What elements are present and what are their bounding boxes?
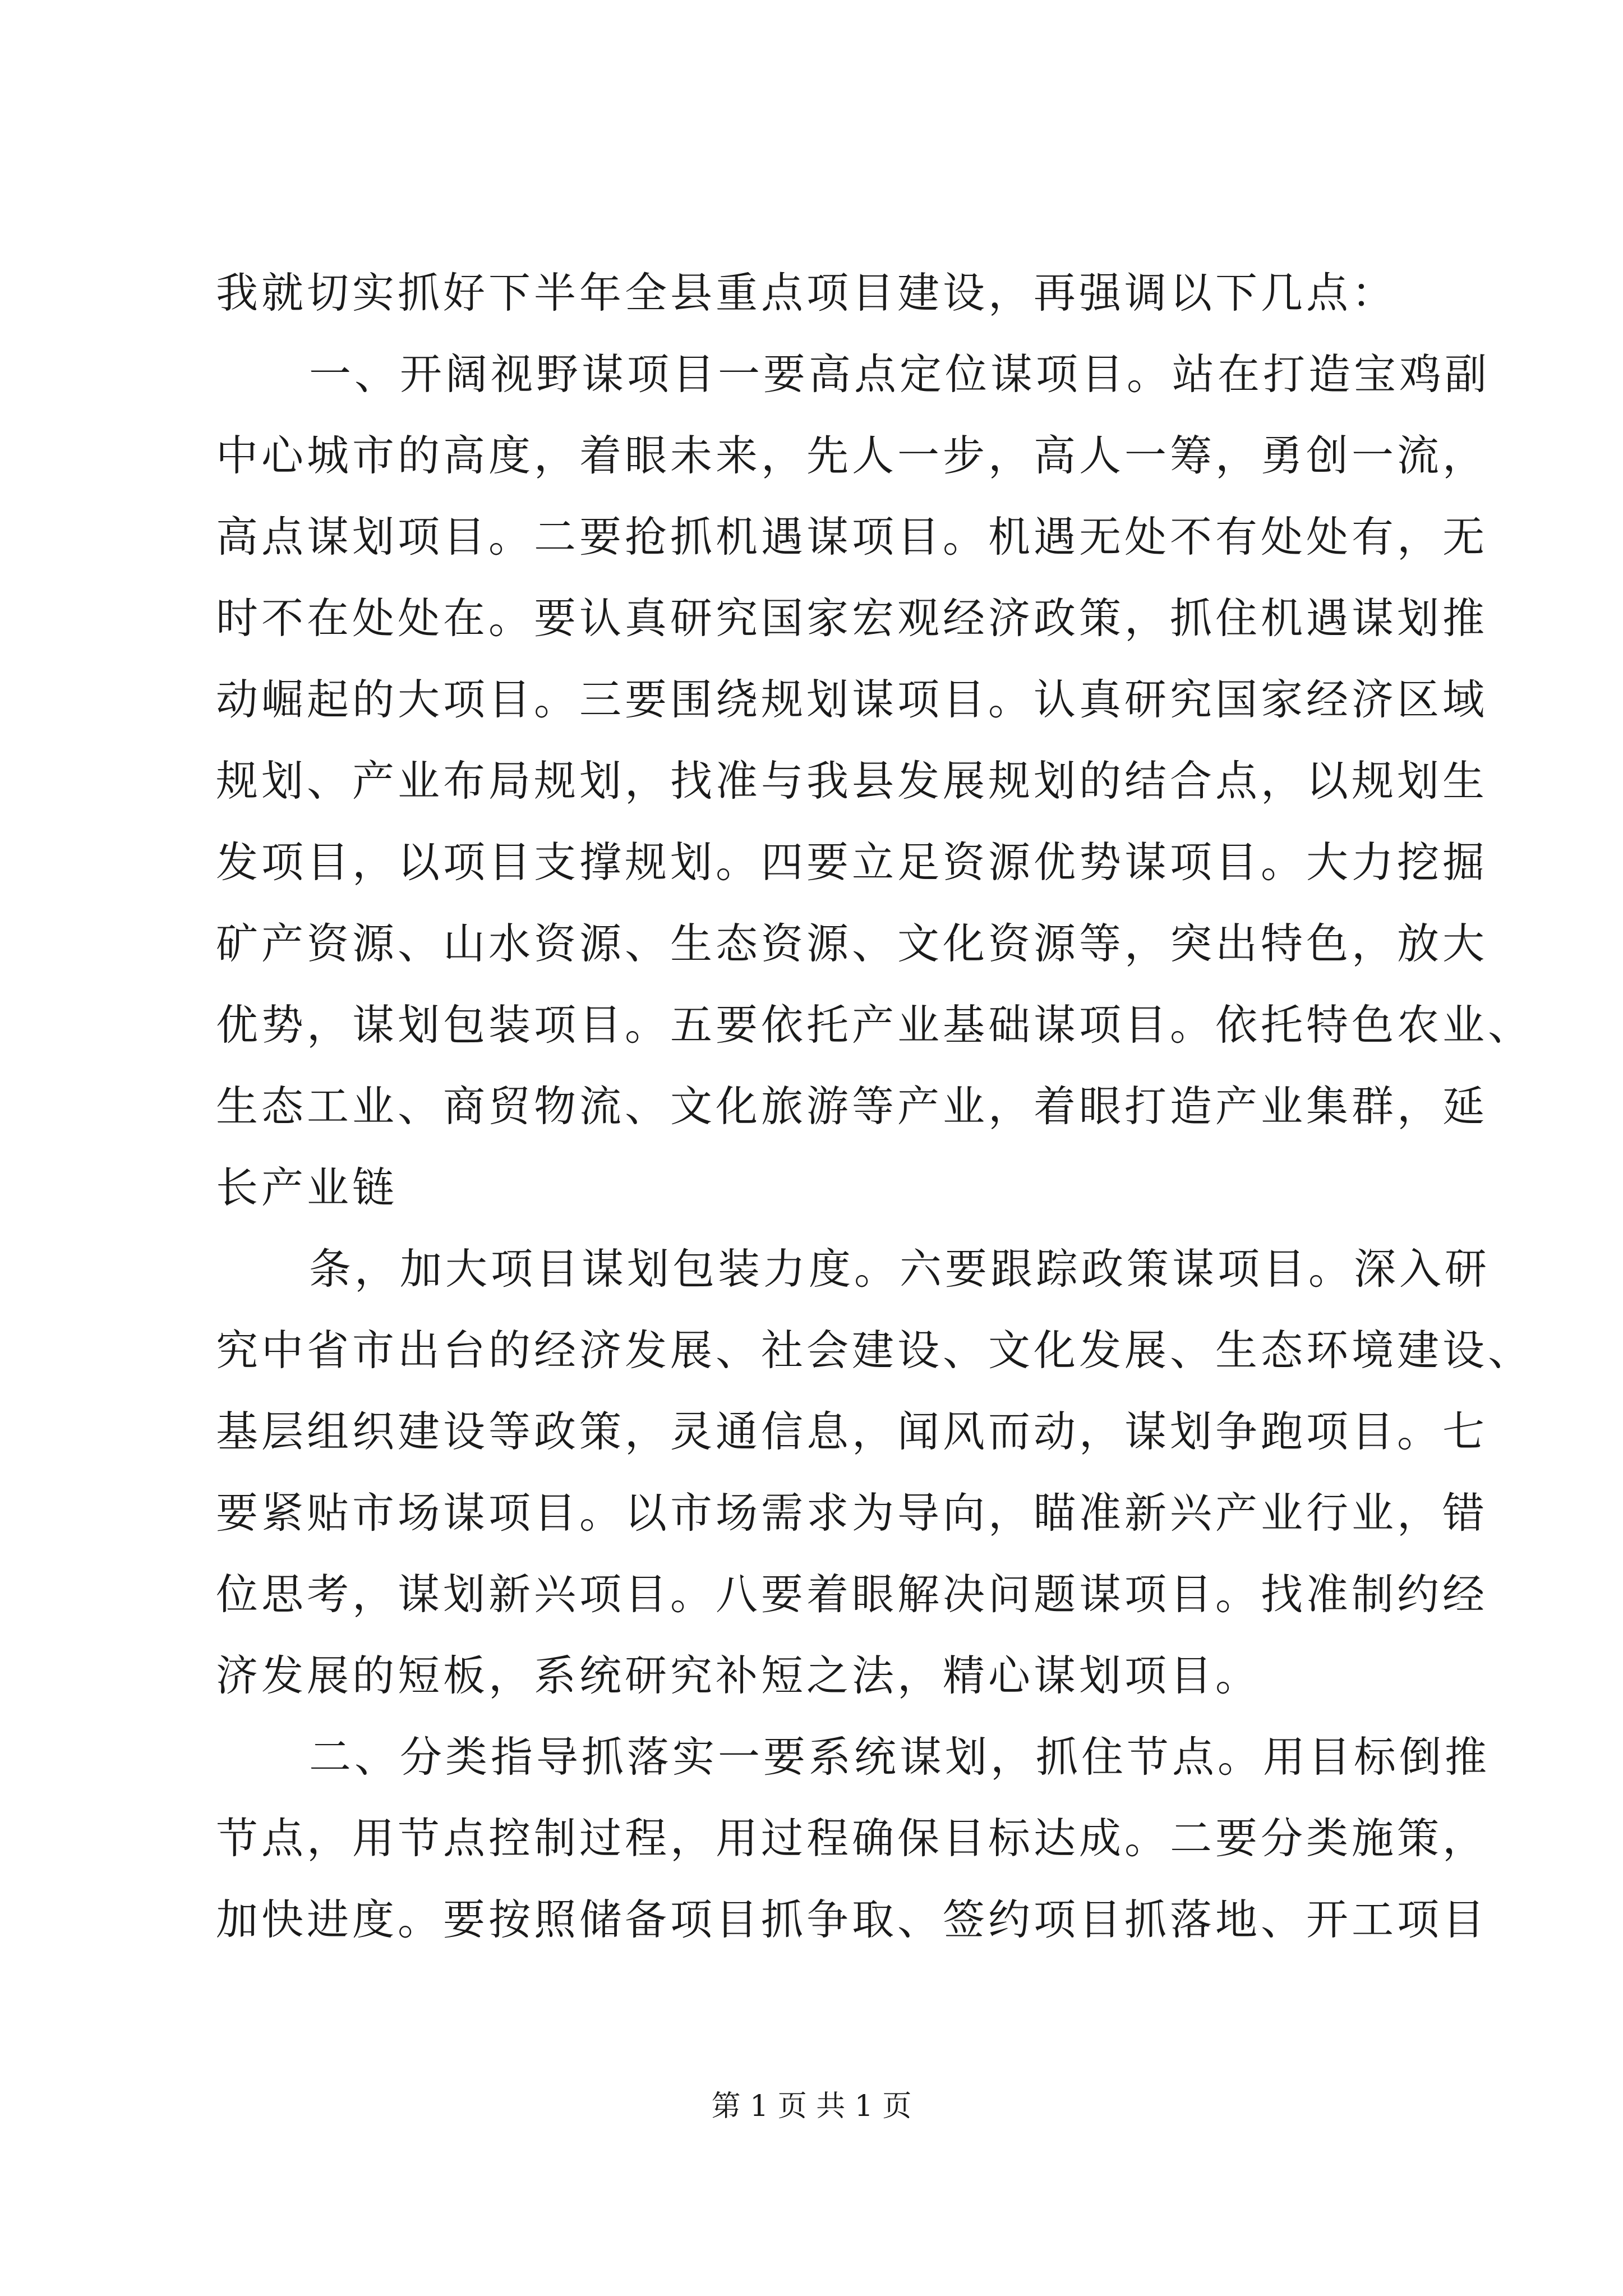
paragraph-line: 基层组织建设等政策，灵通信息，闻风而动，谋划争跑项目。七 [216,1407,1488,1456]
paragraph-line: 发项目，以项目支撑规划。四要立足资源优势谋项目。大力挖掘 [216,838,1488,887]
paragraph-line: 节点，用节点控制过程，用过程确保目标达成。二要分类施策， [216,1814,1488,1863]
paragraph-line: 优势，谋划包装项目。五要依托产业基础谋项目。依托特色农业、 [216,1000,1534,1050]
paragraph-line: 究中省市出台的经济发展、社会建设、文化发展、生态环境建设、 [216,1326,1534,1375]
page-number-footer: 第 1 页 共 1 页 [711,2090,912,2123]
paragraph-line: 要紧贴市场谋项目。以市场需求为导向，瞄准新兴产业行业，错 [216,1488,1488,1538]
document-body [216,252,1534,1961]
paragraph-line: 位思考，谋划新兴项目。八要着眼解决问题谋项目。找准制约经 [216,1570,1488,1619]
paragraph-line: 我就切实抓好下半年全县重点项目建设，再强调以下几点： [216,268,1398,318]
paragraph-line: 高点谋划项目。二要抢抓机遇谋项目。机遇无处不有处处有，无 [216,512,1488,562]
paragraph-line: 二、分类指导抓落实一要系统谋划，抓住节点。用目标倒推 [309,1732,1491,1782]
paragraph-line: 条，加大项目谋划包装力度。六要跟踪政策谋项目。深入研 [309,1244,1491,1294]
paragraph-line: 矿产资源、山水资源、生态资源、文化资源等，突出特色，放大 [216,919,1488,968]
paragraph-line: 动崛起的大项目。三要围绕规划谋项目。认真研究国家经济区域 [216,675,1488,724]
paragraph-line: 长产业链 [216,1163,398,1212]
paragraph-line: 生态工业、商贸物流、文化旅游等产业，着眼打造产业集群，延 [216,1082,1488,1131]
paragraph-line: 规划、产业布局规划，找准与我县发展规划的结合点，以规划生 [216,756,1488,806]
paragraph-line: 时不在处处在。要认真研究国家宏观经济政策，抓住机遇谋划推 [216,593,1488,643]
paragraph-line: 一、开阔视野谋项目一要高点定位谋项目。站在打造宝鸡副 [309,349,1491,399]
paragraph-line: 济发展的短板，系统研究补短之法，精心谋划项目。 [216,1651,1261,1700]
paragraph-line: 中心城市的高度，着眼未来，先人一步，高人一筹，勇创一流， [216,431,1488,480]
paragraph-line: 加快进度。要按照储备项目抓争取、签约项目抓落地、开工项目 [216,1895,1488,1944]
